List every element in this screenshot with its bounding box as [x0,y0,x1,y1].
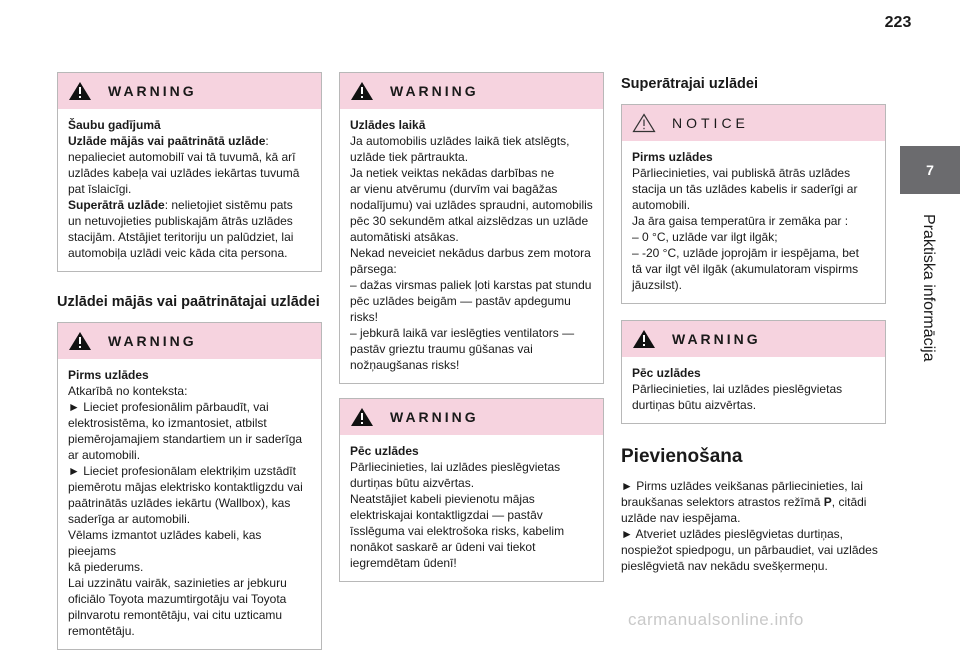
warning-line: automobiļa uzlādi veic kāda cita persona. [68,246,288,260]
notice-title: Pirms uzlādes [632,150,713,164]
warning-line: pilnvarotu remontētāju, vai citu uzticamu [68,608,283,622]
warning-line: Superātrā uzlāde: nelietojiet sistēmu pats [68,198,293,212]
notice-line: stacija un tās uzlādes kabelis ir saderīgi ar [632,182,858,196]
warning-line: Vēlams izmantot uzlādes kabeli, kas pieejams [68,528,262,558]
warning-line: nožņaugšanas risks! [350,358,460,372]
paragraph-line: uzlāde nav iespējama. [621,511,741,525]
warning-header [58,323,321,359]
warning-label: WARNING [390,409,479,425]
warning-line: Neatstājiet kabeli pievienotu mājas [350,492,535,506]
warning-line: pēc 30 sekundēm atkal aizslēdzas un uzlāde [350,214,589,228]
notice-label: NOTICE [672,115,749,131]
warning-triangle-icon [68,81,92,101]
watermark: carmanualsonline.info [628,610,804,629]
paragraph-line: braukšanas selektors atrastos režīmā P, citādi [621,495,867,509]
warning-line: nodalījumu) vai uzlādes spraudni, automobilis [350,198,593,212]
warning-lines [68,383,311,639]
warning-line: Ja automobilis uzlādes laikā tiek atslēgts, [350,134,570,148]
warning-line: ar automobili. [68,448,141,462]
warning-lines [350,133,593,373]
warning-line: piemērojamajiem standartiem un ir saderīga [68,432,303,446]
warning-line: elektriskajai kontaktligzdai — pastāv [350,508,543,522]
section-title-superfast-charging: Superātrajai uzlādei [621,76,758,92]
warning-line: un netuvojieties publiskajām ātrās uzlādes [68,214,293,228]
warning-line: – jebkurā laikā var ieslēgties ventilators — [350,326,575,340]
notice-body [622,141,885,303]
notice-line: – 0 °C, uzlāde var ilgt ilgāk; [632,230,778,244]
warning-triangle-icon [632,329,656,349]
warning-triangle-icon [68,331,92,351]
warning-line: pārsega: [350,262,397,276]
warning-body [58,359,321,649]
warning-lines [68,133,311,261]
warning-title: Uzlādes laikā [350,118,426,132]
notice-line: automobili. [632,198,691,212]
warning-line: ► Lieciet profesionālim pārbaudīt, vai [68,400,269,414]
warning-line: – dažas virsmas paliek ļoti karstas pat stundu [350,278,592,292]
warning-title: Šaubu gadījumā [68,118,161,132]
warning-header [340,73,603,109]
warning-triangle-icon [350,407,374,427]
notice-box-before-charging [621,104,886,304]
warning-line: kā piederums. [68,560,144,574]
page-number: 223 [884,14,912,31]
warning-line: Lai uzzinātu vairāk, sazinieties ar jebkuru [68,576,287,590]
warning-line: Pārliecinieties, lai uzlādes pieslēgvietas [632,382,843,396]
warning-line: ► Lieciet profesionālam elektriķim uzstādīt [68,464,296,478]
warning-line: stacijām. Atstājiet teritoriju un palūdziet, lai [68,230,294,244]
paragraph-line: ► Pirms uzlādes veikšanas pārliecinieties, lai [621,479,863,493]
warning-label: WARNING [108,83,197,99]
warning-line: remontētāju. [68,624,135,638]
warning-line: pastāv grieztu traumu gūšanas vai [350,342,533,356]
warning-box-before-charging [57,322,322,650]
notice-line: tā var ilgt vēl ilgāk (akumulatoram vispirms [632,262,859,276]
warning-line: durtiņas būtu aizvērtas. [350,476,475,490]
warning-line: pēc uzlādes beigām — pastāv apdegumu [350,294,571,308]
warning-line: automātiski atsākas. [350,230,459,244]
warning-label: WARNING [672,331,761,347]
warning-line: uzlāde tiek pārtraukta. [350,150,469,164]
warning-line: risks! [350,310,378,324]
warning-body [622,357,885,423]
warning-line: saderīga ar automobili. [68,512,191,526]
warning-header [58,73,321,109]
warning-line: paātrinātās uzlādes iekārtu (Wallbox), kas [68,496,291,510]
warning-box-after-charging [339,398,604,582]
paragraph-line: ► Atveriet uzlādes pieslēgvietas durtiņas, [621,527,843,541]
warning-lines [632,381,875,413]
notice-triangle-icon [632,113,656,133]
warning-line: iegremdētam ūdenī! [350,556,457,570]
warning-triangle-icon [350,81,374,101]
warning-line: uzlādes kabeļa vai uzlādes iekārtas tuvumā [68,166,300,180]
warning-line: pat īslaicīgi. [68,182,132,196]
column-1 [57,72,322,662]
warning-body [340,435,603,581]
warning-line: Ja netiek veiktas nekādas darbības ne [350,166,555,180]
paragraph-line: pieslēgvietā nav nekādu svešķermeņu. [621,559,828,573]
warning-line: Nekad neveiciet nekādus darbus zem motora [350,246,591,260]
warning-title: Pēc uzlādes [632,366,701,380]
warning-box-during-charging [339,72,604,384]
warning-header [340,399,603,435]
warning-title: Pirms uzlādes [68,368,149,382]
warning-line: Atkarībā no konteksta: [68,384,188,398]
notice-lines [632,165,875,293]
connection-paragraph [621,478,886,574]
warning-line: ar vienu atvērumu (durvīm vai bagāžas [350,182,558,196]
chapter-number: 7 [926,162,934,178]
warning-box-after-superfast-charging [621,320,886,424]
warning-line: īsslēguma vai elektrošoka risks, kabelim [350,524,565,538]
paragraph-line: nospiežot spiedpogu, un pārbaudiet, vai uzlādes [621,543,878,557]
warning-line: piemērotu mājas elektrisko kontaktligzdu vai [68,480,303,494]
warning-line: durtiņas būtu aizvērtas. [632,398,757,412]
warning-title: Pēc uzlādes [350,444,419,458]
column-2 [339,72,604,594]
notice-line: Pārliecinieties, vai publiskā ātrās uzlādes [632,166,851,180]
notice-header [622,105,885,141]
warning-box-doubt [57,72,322,272]
warning-header [622,321,885,357]
notice-line: – -20 °C, uzlāde joprojām ir iespējama, bet [632,246,859,260]
warning-label: WARNING [390,83,479,99]
chapter-tab[interactable] [900,146,960,194]
warning-line: nepalieciet automobilī vai tā tuvumā, kā arī [68,150,296,164]
warning-line: oficiālo Toyota mazumtirgotāju vai Toyota [68,592,287,606]
warning-line: nonākot saskarē ar ūdeni vai tiekot [350,540,536,554]
heading-connection: Pievienošana [621,446,743,467]
warning-body [340,109,603,383]
warning-line: Uzlāde mājās vai paātrinātā uzlāde: [68,134,269,148]
warning-body [58,109,321,271]
warning-label: WARNING [108,333,197,349]
notice-line: Ja āra gaisa temperatūra ir zemāka par : [632,214,849,228]
warning-line: Pārliecinieties, lai uzlādes pieslēgvietas [350,460,561,474]
warning-lines [350,459,593,571]
chapter-title: Praktiska informācija [920,214,937,362]
column-3 [621,76,886,574]
section-title-home-charging: Uzlādei mājās vai paātrinātajai uzlādei [57,294,320,310]
notice-line: jāuzsilst). [632,278,683,292]
warning-line: elektrosistēma, ko izmantosiet, atbilst [68,416,267,430]
